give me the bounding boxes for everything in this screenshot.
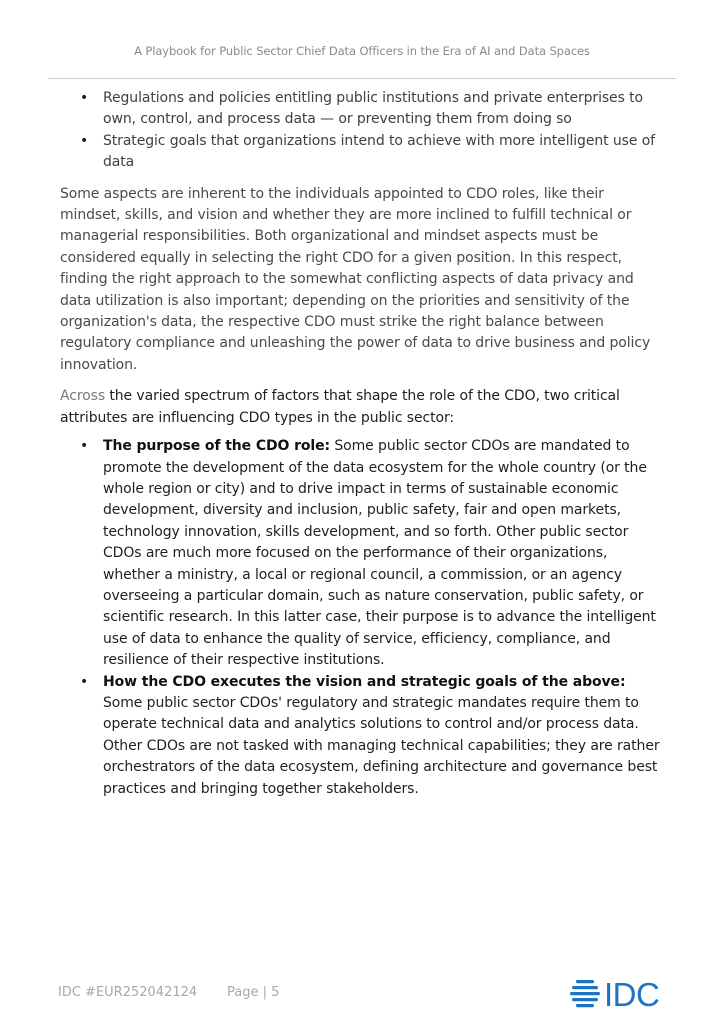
page-number: Page | 5 xyxy=(227,985,280,1000)
idc-logo xyxy=(570,978,675,1008)
body-paragraph: Some aspects are inherent to the individuals appointed to CDO roles, like their mindset, skills, and vision and whether they are more inclined to fulfill technical or managerial responsibilities. Both organizational and mindset aspects must be considered equally in selecting the right CDO for a given position. In this respect, finding the right approach to the somewhat conflicting aspects of data privacy and data utilization is also important; depending on the priorities and sensitivity of the organization's data, the respective CDO must strike the right balance between regulatory compliance and unleashing the power of data to drive business and policy innovation. xyxy=(60,185,651,373)
running-header: A Playbook for Public Sector Chief Data Officers in the Era of AI and Data Spaces xyxy=(134,44,590,58)
intro-first-word: Across xyxy=(60,388,106,405)
intro-text: the varied spectrum of factors that shape the role of the CDO, two critical attributes are influencing CDO types in the public sector: xyxy=(60,388,620,426)
bullet-text: Some public sector CDOs are mandated to promote the development of the data ecosystem for the whole country (or the whole region or city) and to drive impact in terms of sustainable economic development, diversity and inclusion, public safety, fair and open markets, technology innovation, skills development, and so forth. Other public sector CDOs are much more focused on the performance of their organizations, whether a ministry, a local or regional council, a commission, or an agency overseeing a particular domain, such as nature conservation, public safety, or scientific research. In this latter case, their purpose is to advance the intelligent use of data to enhance the quality of service, efficiency, compliance, and resilience of their respective institutions. xyxy=(103,438,656,669)
document-id: IDC #EUR252042124 xyxy=(58,985,198,1000)
cdo-attributes-list xyxy=(60,436,664,800)
bullet-lead: How the CDO executes the vision and strategic goals of the above: xyxy=(103,673,626,690)
bullet-lead: The purpose of the CDO role: xyxy=(103,438,331,455)
page-body xyxy=(60,88,664,800)
list-item: • Regulations and policies entitling public institutions and private enterprises to own, control, and process data — or preventing them from doing so xyxy=(60,88,664,131)
logo-globe-icon xyxy=(570,980,600,1007)
bullet-text: Some public sector CDOs' regulatory and strategic mandates require them to operate technical data and analytics solutions to control and/or process data. Other CDOs are not tasked with managing technical capabilities; they are rather orchestrators of the data ecosystem, defining architecture and governance best practices and bringing together stakeholders. xyxy=(103,694,660,797)
list-item xyxy=(60,672,664,800)
list-item xyxy=(60,436,664,671)
requirements-list xyxy=(60,88,664,174)
attributes-intro-paragraph xyxy=(60,386,664,429)
header-divider xyxy=(48,78,676,79)
logo-wordmark: IDC xyxy=(604,978,660,1008)
list-item: • Strategic goals that organizations intend to achieve with more intelligent use of data xyxy=(60,131,664,174)
